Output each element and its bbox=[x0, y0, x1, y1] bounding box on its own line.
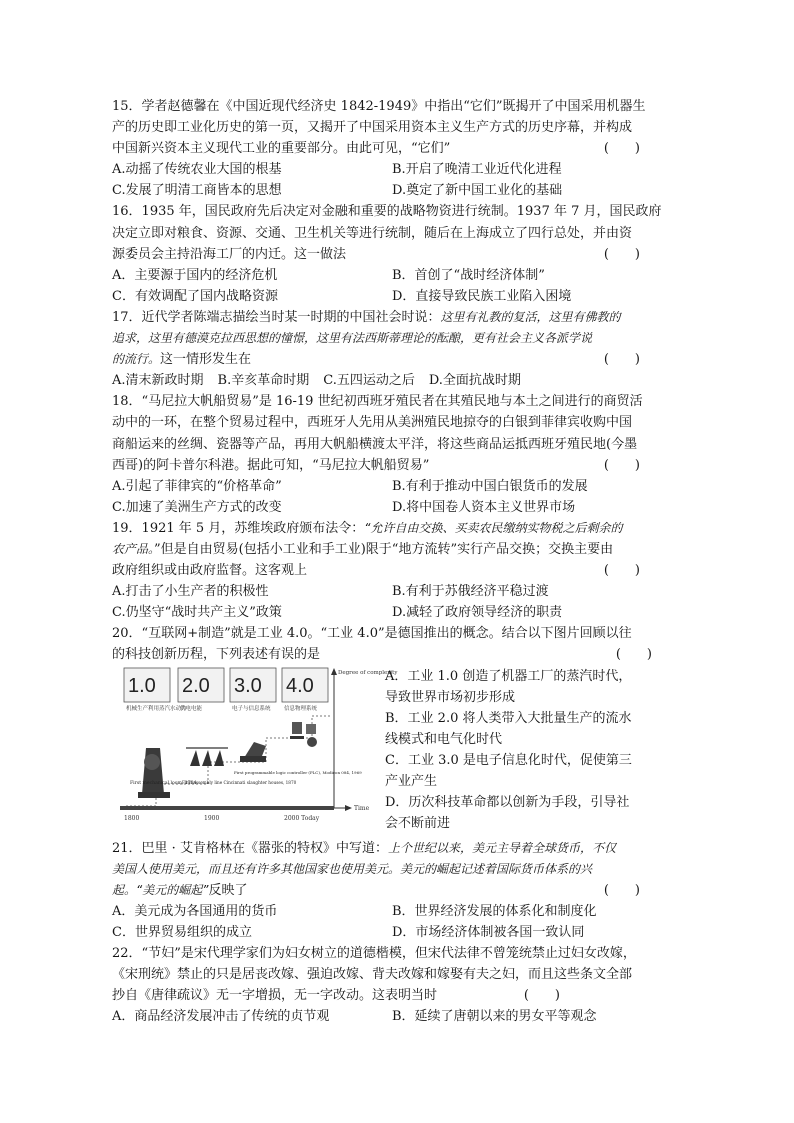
option-c: C.仍坚守“战时共产主义”政策 bbox=[112, 605, 282, 621]
question-text: ”但是自由贸易(包括小工业和手工业)限于“地方流转”实行产品交换；交换主要由 bbox=[154, 541, 614, 557]
question-text: 《宋刑统》禁止的只是居丧改嫁、强迫改嫁、背夫改嫁和嫁娶有夫之妇，而且这些条文全部 bbox=[112, 967, 633, 983]
option-a-cont: 导致世界市场初步形成 bbox=[385, 689, 516, 705]
option-a: A．商品经济发展冲击了传统的贞节观 bbox=[112, 1009, 330, 1025]
option-a: A.打击了小生产者的积极性 bbox=[112, 584, 269, 600]
x-tick-1900: 1900 bbox=[204, 814, 220, 822]
stage-label-4: 4.0 bbox=[286, 674, 314, 697]
option-c: C．工业 3.0 是电子信息化时代，促使第三 bbox=[385, 752, 632, 768]
option-b: B．延续了唐朝以来的男女平等观念 bbox=[392, 1009, 597, 1025]
question-15 bbox=[112, 96, 680, 201]
quote-text: “允许自由交换、买卖农民缴纳实物税之后剩余的 bbox=[364, 520, 623, 535]
question-text: 22．“节妇”是宋代理学家们为妇女树立的道德楷模，但宋代法律不曾笼统禁止过妇女改嫁， bbox=[112, 946, 636, 961]
question-18 bbox=[112, 391, 680, 518]
option-b: B．首创了“战时经济体制” bbox=[392, 267, 545, 283]
option-c: C.发展了明清工商皆本的思想 bbox=[112, 183, 282, 199]
question-text: 16．1935 年，国民政府先后决定对金融和重要的战略物资进行统制。1937 年 7 月，国民政府 bbox=[112, 204, 662, 220]
robot-arm-illustration bbox=[240, 742, 266, 762]
quote-text: 起。“美元的崛起” bbox=[112, 882, 209, 897]
industry-evolution-figure bbox=[116, 666, 398, 822]
assembly-line-illustration bbox=[186, 748, 228, 766]
option-b: B.有利于苏俄经济平稳过渡 bbox=[392, 584, 549, 600]
option-d: D．市场经济体制被各国一致认同 bbox=[392, 924, 585, 940]
question-text: 决定立即对粮食、资源、交通、卫生机关等进行统制，随后在上海成立了四行总处，并由资 bbox=[112, 225, 633, 241]
option-b: B.有利于推动中国白银货币的发展 bbox=[392, 478, 588, 494]
option-c: C.加速了美洲生产方式的改变 bbox=[112, 499, 282, 515]
question-text: 源委员会主持沿海工厂的内迁。这一做法 bbox=[112, 246, 347, 262]
x-axis-label: Time bbox=[354, 804, 370, 812]
exam-page bbox=[112, 96, 680, 1027]
question-19 bbox=[112, 518, 680, 623]
option-d-cont: 会不断前进 bbox=[385, 816, 451, 832]
question-21 bbox=[112, 838, 680, 943]
option-a: A.清末新政时期 bbox=[112, 373, 204, 389]
question-text: 动中的一环，在整个贸易过程中，西班牙人先用从美洲殖民地掠夺的白银到菲律宾收购中国 bbox=[112, 415, 633, 431]
question-text: 20．“互联网+制造”就是工业 4.0。“工业 4.0”是德国推出的概念。结合以下图片回顾以往 bbox=[112, 626, 632, 642]
quote-text: 上个世纪以来，美元主导着全球货币，不仅 bbox=[387, 840, 616, 855]
question-text: 政府组织或由政府监督。这客观上 bbox=[112, 563, 308, 579]
answer-blank: ( ) bbox=[603, 246, 640, 262]
quote-text: 这里有礼教的复活，这里有佛教的 bbox=[440, 309, 621, 324]
option-b: B.开启了晚清工业近代化进程 bbox=[392, 162, 562, 178]
quote-text: 美国人使用美元，而且还有许多其他国家也使用美元。美元的崛起记述着国际货币体系的兴 bbox=[112, 861, 593, 876]
option-c: C．世界贸易组织的成立 bbox=[112, 924, 252, 940]
question-17 bbox=[112, 307, 680, 391]
option-a: A．主要源于国内的经济危机 bbox=[112, 267, 278, 283]
time-axis bbox=[120, 806, 334, 810]
question-text: 这一情形发生在 bbox=[160, 352, 252, 368]
x-tick-2000: 2000 Today bbox=[284, 814, 320, 822]
question-22 bbox=[112, 943, 680, 1027]
option-d: D.全面抗战时期 bbox=[428, 373, 521, 389]
option-d: D.奠定了新中国工业化的基础 bbox=[392, 183, 563, 199]
question-text: 21．巴里 · 艾肯格林在《嚣张的特权》中写道： bbox=[112, 840, 388, 856]
loom-illustration bbox=[138, 748, 170, 798]
stage-note-3: 电子与信息系统 bbox=[232, 705, 271, 712]
option-a: A．美元成为各国通用的货币 bbox=[112, 903, 278, 919]
option-d: D.将中国卷人资本主义世界市场 bbox=[392, 499, 576, 515]
question-text: 抄自《唐律疏议》无一字增损，无一字改动。这表明当时 bbox=[112, 988, 438, 1004]
option-d: D．历次科技革命都以创新为手段，引导社 bbox=[385, 795, 630, 811]
option-d: D.减轻了政府领导经济的职责 bbox=[392, 605, 563, 621]
smart-factory-illustration bbox=[290, 722, 317, 747]
q20-options bbox=[385, 666, 685, 835]
answer-blank: ( ) bbox=[603, 352, 640, 368]
question-text: 反映了 bbox=[208, 882, 248, 898]
question-text: 商船运来的丝绸、瓷器等产品，再用大帆船横渡太平洋，将这些商品运抵西班牙殖民地(今墨 bbox=[112, 436, 638, 452]
x-tick-1800: 1800 bbox=[124, 814, 140, 822]
question-20 bbox=[112, 623, 680, 837]
question-text: 西哥)的阿卡普尔科港。据此可知，“马尼拉大帆船贸易” bbox=[112, 457, 430, 473]
stage-note-1: 机械生产利用蒸汽水动力 bbox=[126, 705, 187, 712]
answer-blank: ( ) bbox=[615, 647, 652, 663]
stage-note-2: 供电电能 bbox=[180, 705, 203, 712]
question-text: 17．近代学者陈端志描绘当时某一时期的中国社会时说： bbox=[112, 309, 441, 325]
stage-label-1: 1.0 bbox=[128, 674, 156, 697]
option-a: A.引起了菲律宾的“价格革命” bbox=[112, 478, 282, 494]
option-c: C.五四运动之后 bbox=[323, 373, 415, 389]
answer-blank: ( ) bbox=[603, 141, 640, 157]
option-b: B．世界经济发展的体系化和制度化 bbox=[392, 903, 597, 919]
option-d: D．直接导致民族工业陷入困境 bbox=[392, 288, 572, 304]
y-axis-label: Degree of complexity bbox=[338, 669, 398, 676]
question-text: 19．1921 年 5 月，苏维埃政府颁布法令： bbox=[112, 520, 365, 536]
stage-label-3: 3.0 bbox=[234, 674, 262, 697]
question-text: 产的历史即工业化历史的第一页，又揭开了中国采用资本主义生产方式的历史序幕，并构成 bbox=[112, 120, 633, 136]
option-b-cont: 线模式和电气化时代 bbox=[385, 731, 503, 747]
option-b: B.辛亥革命时期 bbox=[217, 373, 310, 389]
question-text: 18．“马尼拉大帆船贸易”是 16-19 世纪初西班牙殖民者在其殖民地与本土之间进行的商贸活 bbox=[112, 394, 643, 410]
caption-loom: First mechanical loom, 1784 bbox=[130, 780, 197, 786]
caption-plc: First programmable logic controller (PLC), Modicon 084, 1969 bbox=[234, 769, 362, 775]
caption-assembly-line: First assembly line Cincinnati slaughter houses, 1870 bbox=[182, 779, 297, 785]
question-16 bbox=[112, 201, 680, 306]
quote-text: 追求，这里有德漠克拉西思想的憧憬，这里有法西斯蒂理论的酝酿，更有社会主义各派学说 bbox=[112, 331, 593, 346]
stage-label-2: 2.0 bbox=[182, 674, 210, 697]
option-a: A.动摇了传统农业大国的根基 bbox=[112, 162, 282, 178]
y-axis-arrow-icon bbox=[331, 668, 337, 675]
answer-blank: ( ) bbox=[603, 563, 640, 579]
answer-blank: ( ) bbox=[523, 988, 560, 1004]
quote-text: 的流行。 bbox=[112, 352, 161, 367]
quote-text: 农产品。 bbox=[112, 541, 155, 556]
question-text: 中国新兴资本主义现代工业的重要部分。由此可见，“它们” bbox=[112, 141, 451, 157]
option-b: B．工业 2.0 将人类带入大批量生产的流水 bbox=[385, 710, 632, 726]
option-c: C．有效调配了国内战略资源 bbox=[112, 288, 278, 304]
answer-blank: ( ) bbox=[603, 457, 640, 473]
option-a: A．工业 1.0 创造了机器工厂的蒸汽时代， bbox=[385, 668, 632, 684]
question-text: 的科技创新历程，下列表述有误的是 bbox=[112, 647, 321, 663]
time-axis-arrow-icon bbox=[345, 805, 352, 811]
option-c-cont: 产业产生 bbox=[385, 774, 438, 789]
question-text: 15．学者赵德馨在《中国近现代经济史 1842-1949》中指出“它们”既揭开了中国采用机器生 bbox=[112, 99, 646, 114]
answer-blank: ( ) bbox=[603, 882, 640, 898]
stage-note-4: 信息物理系统 bbox=[284, 705, 318, 712]
